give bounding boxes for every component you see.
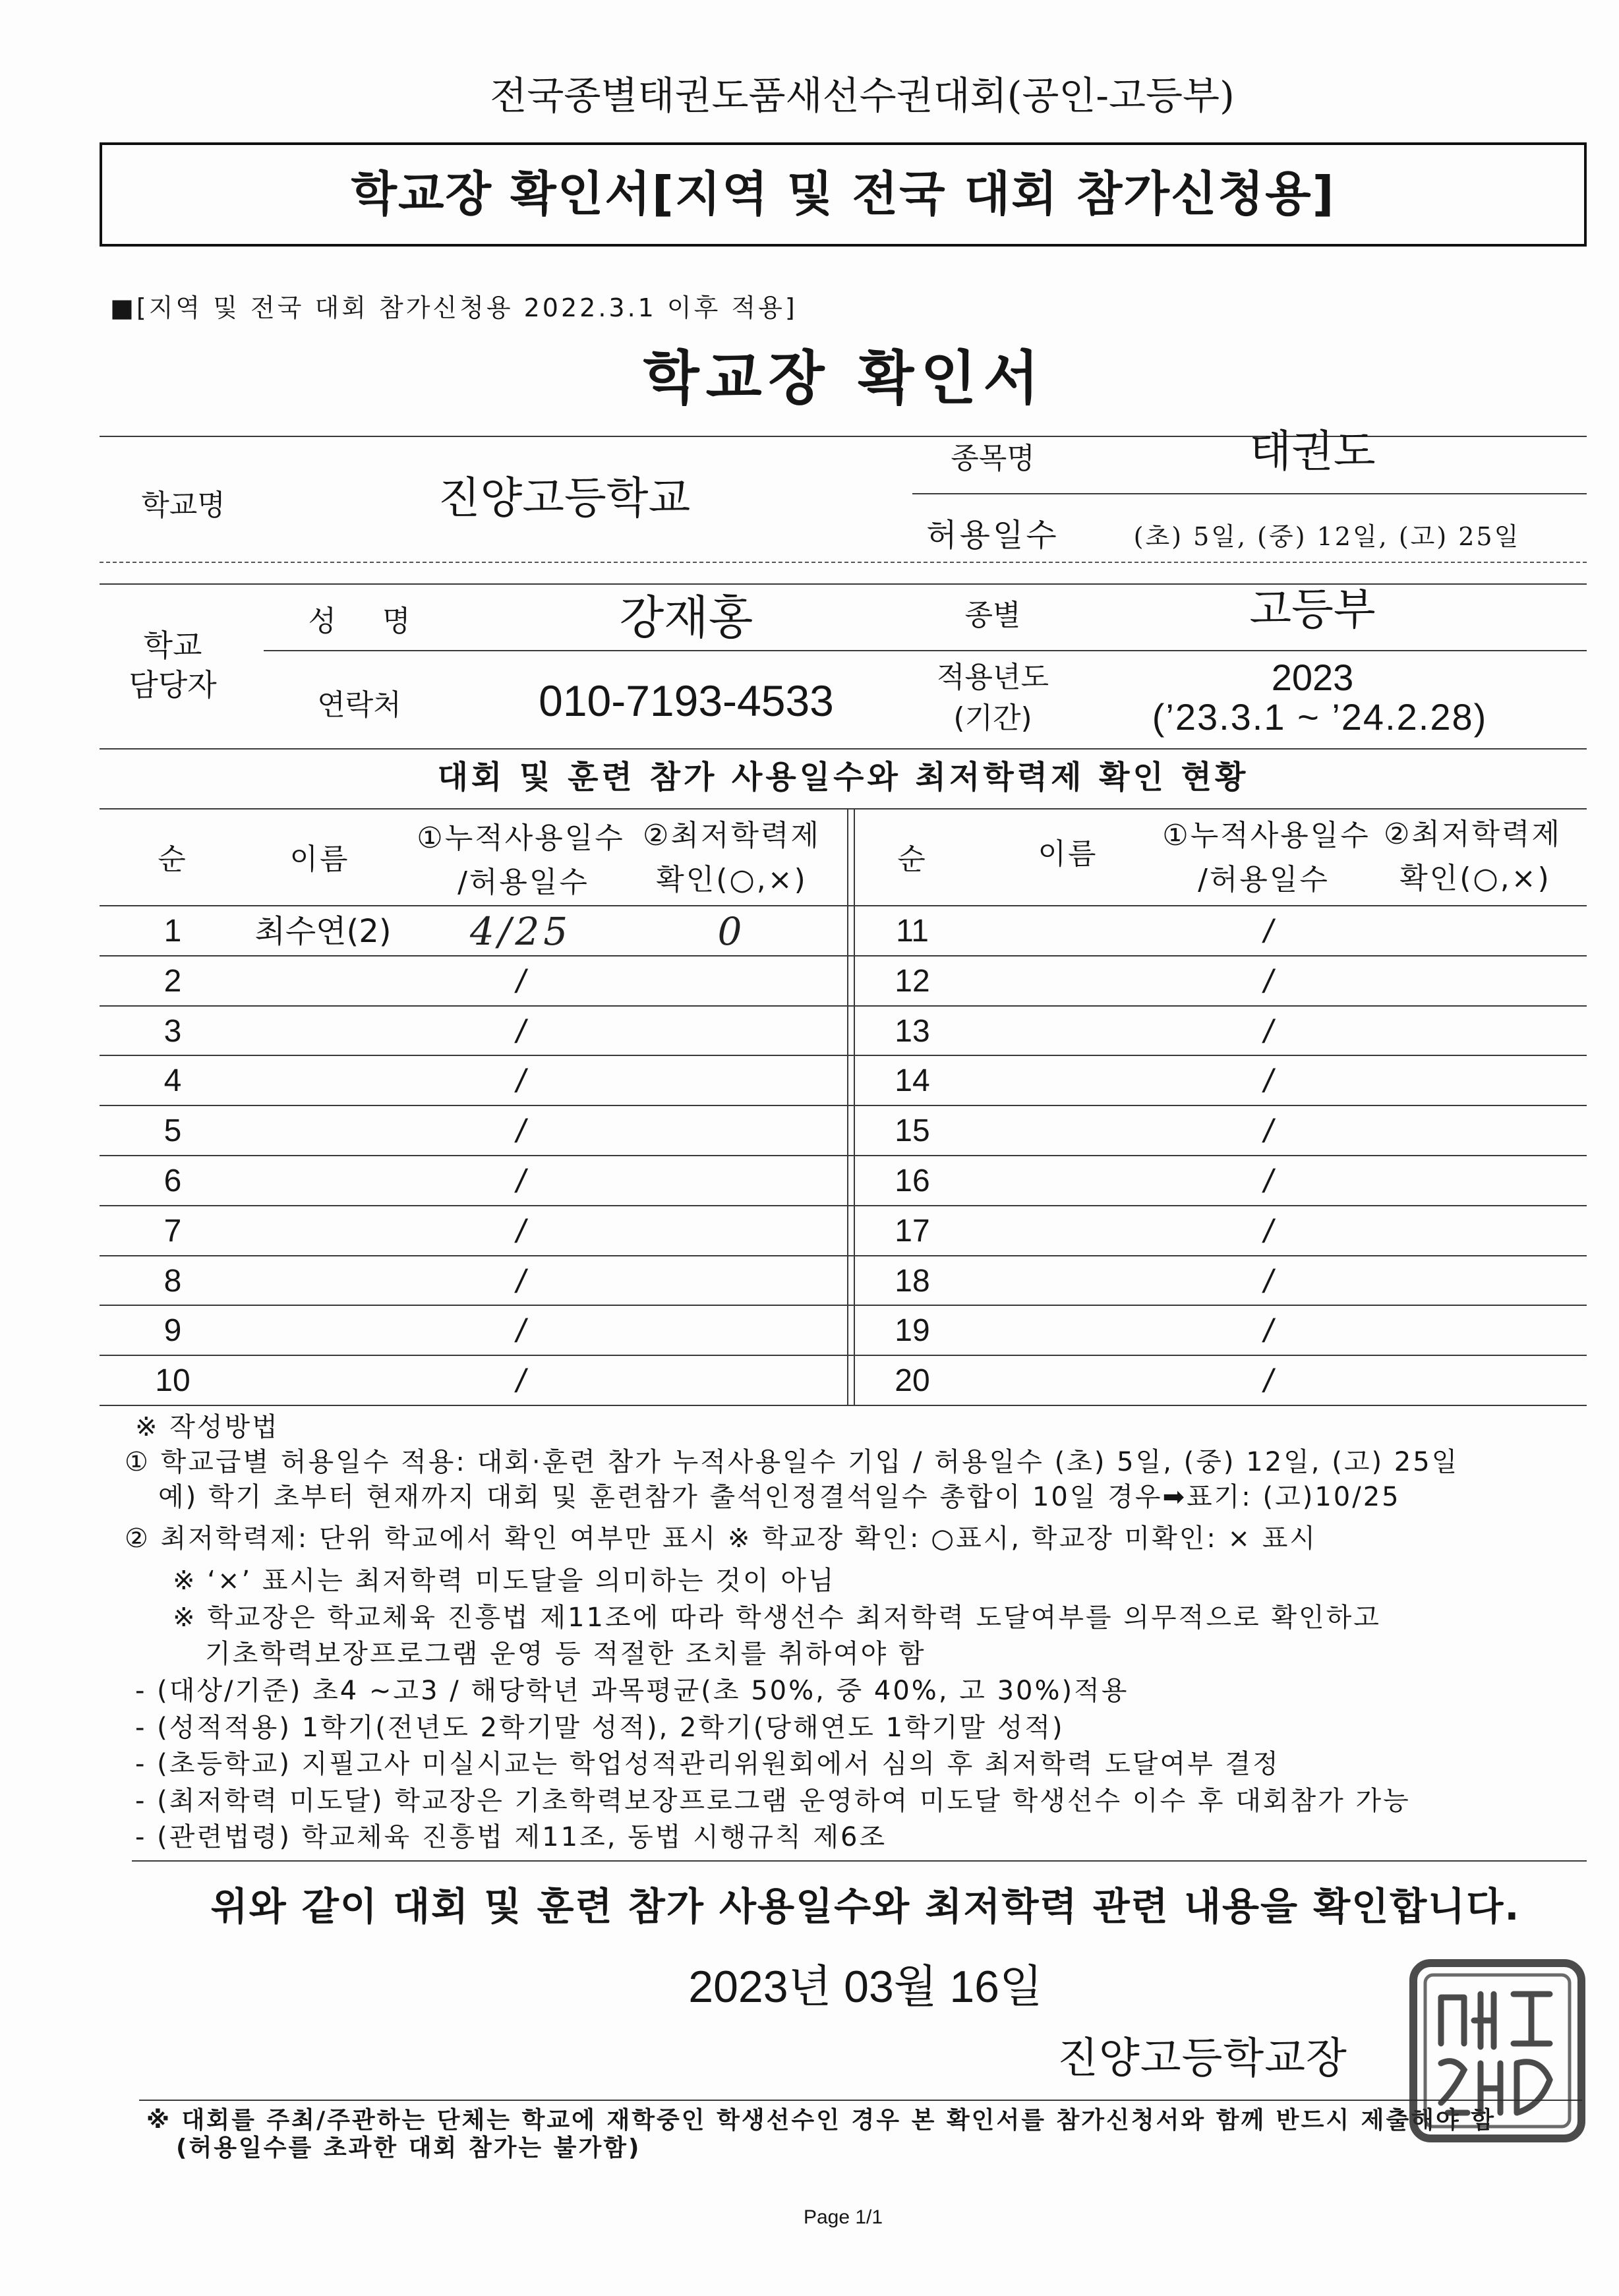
division-value: 고등부	[1249, 584, 1376, 635]
table-cell-no: 1	[163, 913, 182, 949]
table-cell-days: /	[1264, 912, 1273, 950]
table-row-divider	[100, 955, 1587, 957]
table-cell-no: 9	[163, 1313, 182, 1349]
table-cell-no: 8	[163, 1263, 182, 1299]
table-row-divider	[100, 1055, 1587, 1056]
box-title: 학교장 확인서[지역 및 전국 대회 참가신청용]	[351, 166, 1336, 221]
col-header-days-sub: /허용일수	[457, 866, 589, 899]
col-header-days-sub: /허용일수	[1198, 863, 1330, 897]
period-value: (’23.3.1 ~ ’24.2.28)	[1152, 696, 1488, 738]
table-cell-days: /	[516, 1363, 525, 1400]
table-cell-no: 15	[895, 1113, 930, 1149]
page-number: Page 1/1	[803, 2206, 883, 2228]
table-cell-no: 17	[895, 1213, 930, 1249]
official-seal	[1408, 1958, 1587, 2144]
table-cell-no: 10	[155, 1363, 191, 1399]
usage-table-header-border	[100, 905, 1587, 906]
document-title: 학교장 확인서	[643, 344, 1046, 412]
table-cell-days: /	[516, 1063, 525, 1100]
table-cell-days: 4/25	[469, 908, 572, 954]
table-cell-days: /	[516, 1013, 525, 1050]
staff-label-line2: 담당자	[129, 667, 217, 703]
table-row-divider	[100, 1305, 1587, 1306]
division-label: 종별	[964, 599, 1021, 632]
table-cell-days: /	[1264, 1363, 1273, 1400]
table-row-divider	[100, 1405, 1587, 1406]
notes-bottom-border	[132, 1860, 1587, 1862]
table-row-divider	[100, 1005, 1587, 1007]
col-header-name: 이름	[1038, 837, 1098, 871]
info-divider-row1	[100, 562, 1587, 563]
year-label: 적용년도	[936, 661, 1049, 694]
col-header-days: ①누적사용일수	[417, 821, 625, 855]
table-cell-no: 2	[163, 963, 182, 999]
col-header-days: ①누적사용일수	[1162, 819, 1370, 852]
footer-note-line2: (허용일수를 초과한 대회 참가는 불가함)	[176, 2134, 641, 2162]
table-cell-no: 18	[895, 1263, 930, 1299]
usage-table-center-divider	[854, 808, 855, 1405]
col-header-min-level-sub: 확인(○,×)	[656, 863, 808, 897]
sport-label: 종목명	[951, 442, 1035, 475]
note-item2-sub1: ※ ‘×’ 표시는 최저학력 미도달을 의미하는 것이 아님	[173, 1566, 836, 1596]
table-cell-no: 19	[895, 1313, 930, 1349]
table-cell-days: /	[1264, 1262, 1273, 1300]
table-cell-days: /	[1264, 1162, 1273, 1200]
col-header-no: 순	[158, 842, 188, 876]
note-item1-line1: ① 학교급별 허용일수 적용: 대회·훈련 참가 누적사용일수 기입 / 허용일수 (초) 5일, (중) 12일, (고) 25일	[125, 1447, 1459, 1477]
table-cell-name: 최수연(2)	[254, 912, 392, 950]
table-row-divider	[100, 1105, 1587, 1106]
table-cell-no: 20	[895, 1363, 930, 1399]
table-cell-no: 6	[163, 1163, 182, 1198]
table-cell-days: /	[1264, 962, 1273, 1000]
col-header-min-level: ②최저학력제	[643, 819, 821, 852]
usage-table-center-divider	[847, 808, 848, 1405]
col-header-name: 이름	[289, 842, 350, 876]
note-bullet: - (최저학력 미도달) 학교장은 기초학력보장프로그램 운영하여 미도달 학생선수 이수 후 대회참가 가능	[135, 1786, 1411, 1816]
allowed-days-label: 허용일수	[926, 517, 1059, 554]
table-row-divider	[100, 1355, 1587, 1356]
info-divider-sport	[912, 493, 1587, 494]
note-bullet: - (관련법령) 학교체육 진흥법 제11조, 동법 시행규칙 제6조	[135, 1822, 887, 1852]
table-cell-days: /	[516, 1312, 525, 1350]
table-row-divider	[100, 1255, 1587, 1256]
confirmation-date: 2023년 03월 16일	[688, 1962, 1043, 2012]
event-title: 전국종별태권도품새선수권대회(공인-고등부)	[490, 73, 1235, 118]
col-header-min-level: ②최저학력제	[1384, 817, 1562, 851]
table-cell-days: /	[1264, 1113, 1273, 1150]
table-cell-days: /	[516, 962, 525, 1000]
table-cell-no: 4	[163, 1063, 182, 1099]
table-cell-days: /	[516, 1113, 525, 1150]
table-cell-days: /	[516, 1262, 525, 1300]
table-cell-days: /	[1264, 1212, 1273, 1250]
note-bullet: - (대상/기준) 초4 ~고3 / 해당학년 과목평균(초 50%, 중 40%, 고 30%)적용	[135, 1676, 1129, 1706]
info-table-bottom-border	[100, 748, 1587, 750]
table-cell-no: 3	[163, 1013, 182, 1049]
note-item2-sub2-line2: 기초학력보장프로그램 운영 등 적절한 조치를 취하여야 함	[205, 1639, 926, 1669]
info-divider-staff	[264, 650, 1587, 651]
allowed-days-value: (초) 5일, (중) 12일, (고) 25일	[1133, 522, 1521, 551]
note-bullet: - (성적적용) 1학기(전년도 2학기말 성적), 2학기(당해연도 1학기말 성적)	[135, 1713, 1065, 1743]
sport-value: 태권도	[1249, 426, 1376, 477]
usage-table-title: 대회 및 훈련 참가 사용일수와 최저학력제 확인 현황	[437, 759, 1249, 796]
table-cell-no: 13	[895, 1013, 930, 1049]
table-cell-days: /	[1264, 1312, 1273, 1350]
table-cell-min-level: 0	[717, 908, 746, 954]
table-cell-no: 5	[163, 1113, 182, 1149]
note-item1-line2: 예) 학기 초부터 현재까지 대회 및 훈련참가 출석인정결석일수 총합이 10일 경우➡표기: (고)10/25	[158, 1482, 1401, 1512]
table-row-divider	[100, 1205, 1587, 1206]
table-cell-no: 12	[895, 963, 930, 999]
note-bullet: - (초등학교) 지필고사 미실시교는 학업성적관리위원회에서 심의 후 최저학력 도달여부 결정	[135, 1749, 1280, 1779]
table-cell-days: /	[516, 1212, 525, 1250]
staff-name-label: 성 명	[308, 604, 411, 638]
table-row-divider	[100, 1155, 1587, 1156]
phone-label: 연락처	[317, 688, 401, 722]
staff-name: 강재홍	[619, 591, 753, 645]
table-cell-no: 11	[896, 913, 929, 949]
note-item2-sub2-line1: ※ 학교장은 학교체육 진흥법 제11조에 따라 학생선수 최저학력 도달여부를 의무적으로 확인하고	[173, 1603, 1381, 1633]
table-cell-no: 16	[895, 1163, 930, 1198]
table-cell-days: /	[516, 1162, 525, 1200]
note-item2-line1: ② 최저학력제: 단위 학교에서 확인 여부만 표시 ※ 학교장 확인: ○표시, 학교장 미확인: × 표시	[125, 1523, 1318, 1554]
applicability-note: ■[지역 및 전국 대회 참가신청용 2022.3.1 이후 적용]	[110, 293, 798, 322]
phone-value: 010-7193-4533	[539, 676, 834, 725]
table-cell-days: /	[1264, 1013, 1273, 1050]
school-name-label: 학교명	[141, 488, 225, 522]
footer-note-line1: ※ 대회를 주최/주관하는 단체는 학교에 재학중인 학생선수인 경우 본 확인서를 참가신청서와 함께 반드시 제출해야 함	[146, 2107, 1496, 2134]
staff-label-line1: 학교	[143, 628, 202, 663]
footer-top-border	[139, 2100, 1582, 2101]
table-cell-no: 14	[895, 1063, 930, 1099]
col-header-min-level-sub: 확인(○,×)	[1399, 862, 1551, 895]
year-value: 2023	[1271, 657, 1354, 698]
period-label: (기간)	[953, 701, 1032, 735]
table-cell-no: 7	[163, 1213, 182, 1249]
confirmation-statement: 위와 같이 대회 및 훈련 참가 사용일수와 최저학력 관련 내용을 확인합니다.	[210, 1884, 1521, 1929]
principal-title: 진양고등학교장	[1057, 2034, 1347, 2083]
notes-heading: ※ 작성방법	[135, 1412, 280, 1442]
col-header-no: 순	[897, 842, 927, 876]
table-cell-days: /	[1264, 1063, 1273, 1100]
usage-table-top-border	[100, 808, 1587, 809]
school-name: 진양고등학교	[438, 473, 691, 523]
